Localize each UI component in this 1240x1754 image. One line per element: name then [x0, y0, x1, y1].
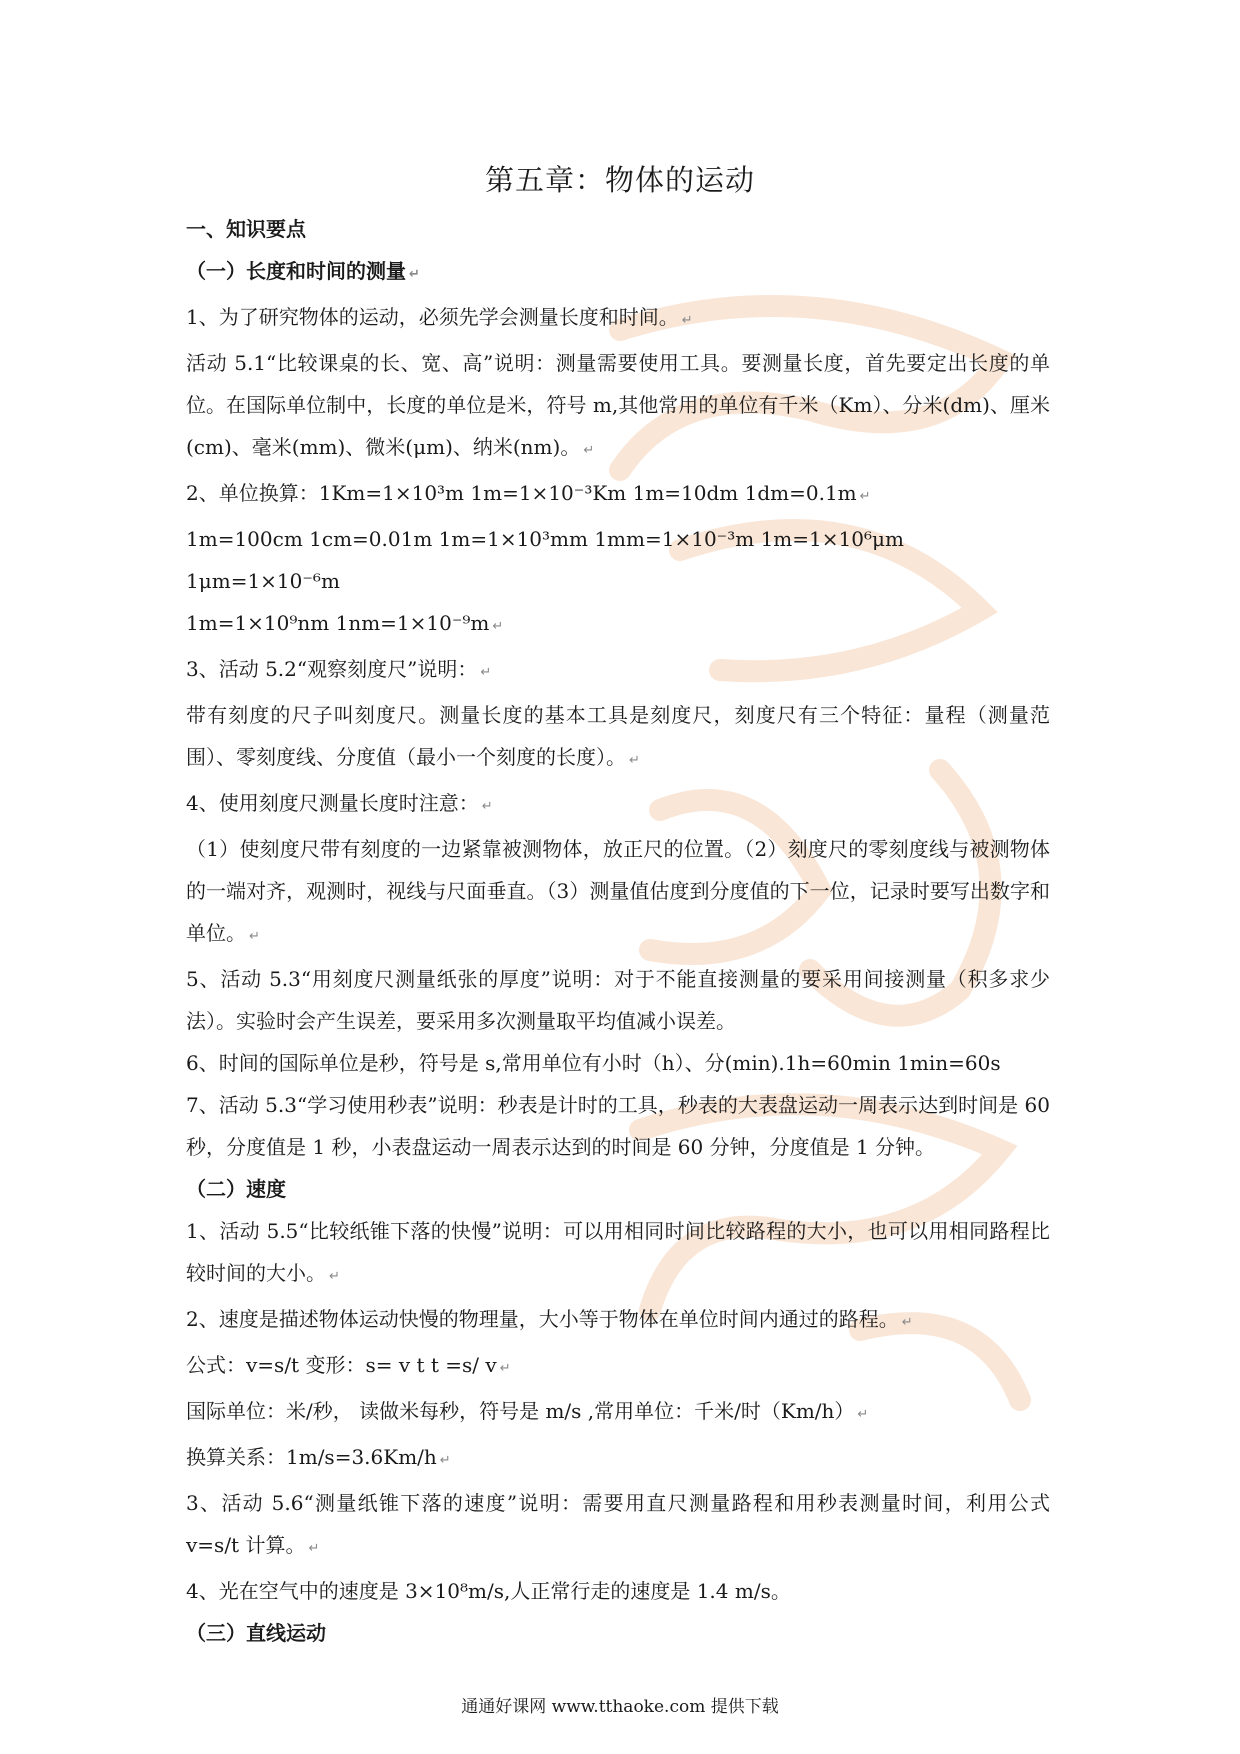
paragraph-activity-5-1: 活动 5.1“比较课桌的长、宽、高”说明：测量需要使用工具。要测量长度，首先要定出长度的单位。在国际单位制中，长度的单位是米，符号 m,其他常用的单位有千米（Km）、分米(dm)、厘米(cm)、毫米(mm)、微米(μm)、纳米(nm)。 ↵: [186, 351, 1050, 459]
paragraph-activity-5-5: 1、活动 5.5“比较纸锥下落的快慢”说明：可以用相同时间比较路程的大小，也可以用相同路程比较时间的大小。 ↵: [186, 1219, 1050, 1285]
subsection-heading-linear-motion: （三）直线运动: [186, 1621, 326, 1645]
paragraph-1: 1、为了研究物体的运动，必须先学会测量长度和时间。 ↵: [186, 305, 693, 329]
paragraph-formula: 公式：v=s/t 变形：s= v t t =s/ v ↵: [186, 1353, 511, 1377]
subsection-heading-length-time: （一）长度和时间的测量 ↵: [186, 259, 420, 283]
paragraph-ruler-notes: （1）使刻度尺带有刻度的一边紧靠被测物体，放正尺的位置。（2）刻度尺的零刻度线与被测物体的一端对齐，观测时，视线与尺面垂直。（3）测量值估度到分度值的下一位，记录时要写出数字和单位。 ↵: [186, 837, 1050, 945]
subsection-heading-speed: （二）速度: [186, 1177, 286, 1201]
paragraph-activity-5-3: 5、活动 5.3“用刻度尺测量纸张的厚度”说明：对于不能直接测量的要采用间接测量（积多求少法）。实验时会产生误差，要采用多次测量取平均值减小误差。: [186, 967, 1050, 1033]
paragraph-unit-conversion-2: 1m=100cm 1cm=0.01m 1m=1×10³mm 1mm=1×10⁻³m 1m=1×10⁶μm 1μm=1×10⁻⁶m: [186, 527, 904, 593]
paragraph-activity-5-2: 3、活动 5.2“观察刻度尺”说明： ↵: [186, 657, 492, 681]
paragraph-conversion-relation: 换算关系：1m/s=3.6Km/h ↵: [186, 1445, 451, 1469]
page-footer: 通通好课网 www.tthaoke.com 提供下载: [461, 1697, 779, 1717]
paragraph-light-speed: 4、光在空气中的速度是 3×10⁸m/s,人正常行走的速度是 1.4 m/s。: [186, 1579, 791, 1603]
paragraph-unit-conversion: 2、单位换算：1Km=1×10³m 1m=1×10⁻³Km 1m=10dm 1dm=0.1m ↵: [186, 481, 871, 505]
document-body: [186, 208, 1050, 1654]
paragraph-activity-5-6: 3、活动 5.6“测量纸锥下落的速度”说明：需要用直尺测量路程和用秒表测量时间，利用公式 v=s/t 计算。 ↵: [186, 1491, 1050, 1557]
page-title: 第五章：物体的运动: [484, 163, 755, 197]
paragraph-ruler-features: 带有刻度的尺子叫刻度尺。测量长度的基本工具是刻度尺，刻度尺有三个特征：量程（测量范围）、零刻度线、分度值（最小一个刻度的长度）。 ↵: [186, 703, 1050, 769]
paragraph-si-unit: 国际单位：米/秒， 读做米每秒，符号是 m/s ,常用单位：千米/时（Km/h） ↵: [186, 1399, 869, 1423]
paragraph-unit-conversion-3: 1m=1×10⁹nm 1nm=1×10⁻⁹m ↵: [186, 611, 504, 635]
paragraph-stopwatch: 7、活动 5.3“学习使用秒表”说明：秒表是计时的工具，秒表的大表盘运动一周表示达到时间是 60 秒，分度值是 1 秒，小表盘运动一周表示达到的时间是 60 分钟，分度值是 1 分钟。: [186, 1093, 1050, 1159]
paragraph-time-units: 6、时间的国际单位是秒，符号是 s,常用单位有小时（h）、分(min).1h=60min 1min=60s: [186, 1051, 1001, 1075]
paragraph-speed-definition: 2、速度是描述物体运动快慢的物理量，大小等于物体在单位时间内通过的路程。 ↵: [186, 1307, 913, 1331]
section-heading-knowledge: 一、知识要点: [186, 217, 306, 241]
paragraph-ruler-notes-title: 4、使用刻度尺测量长度时注意： ↵: [186, 791, 493, 815]
